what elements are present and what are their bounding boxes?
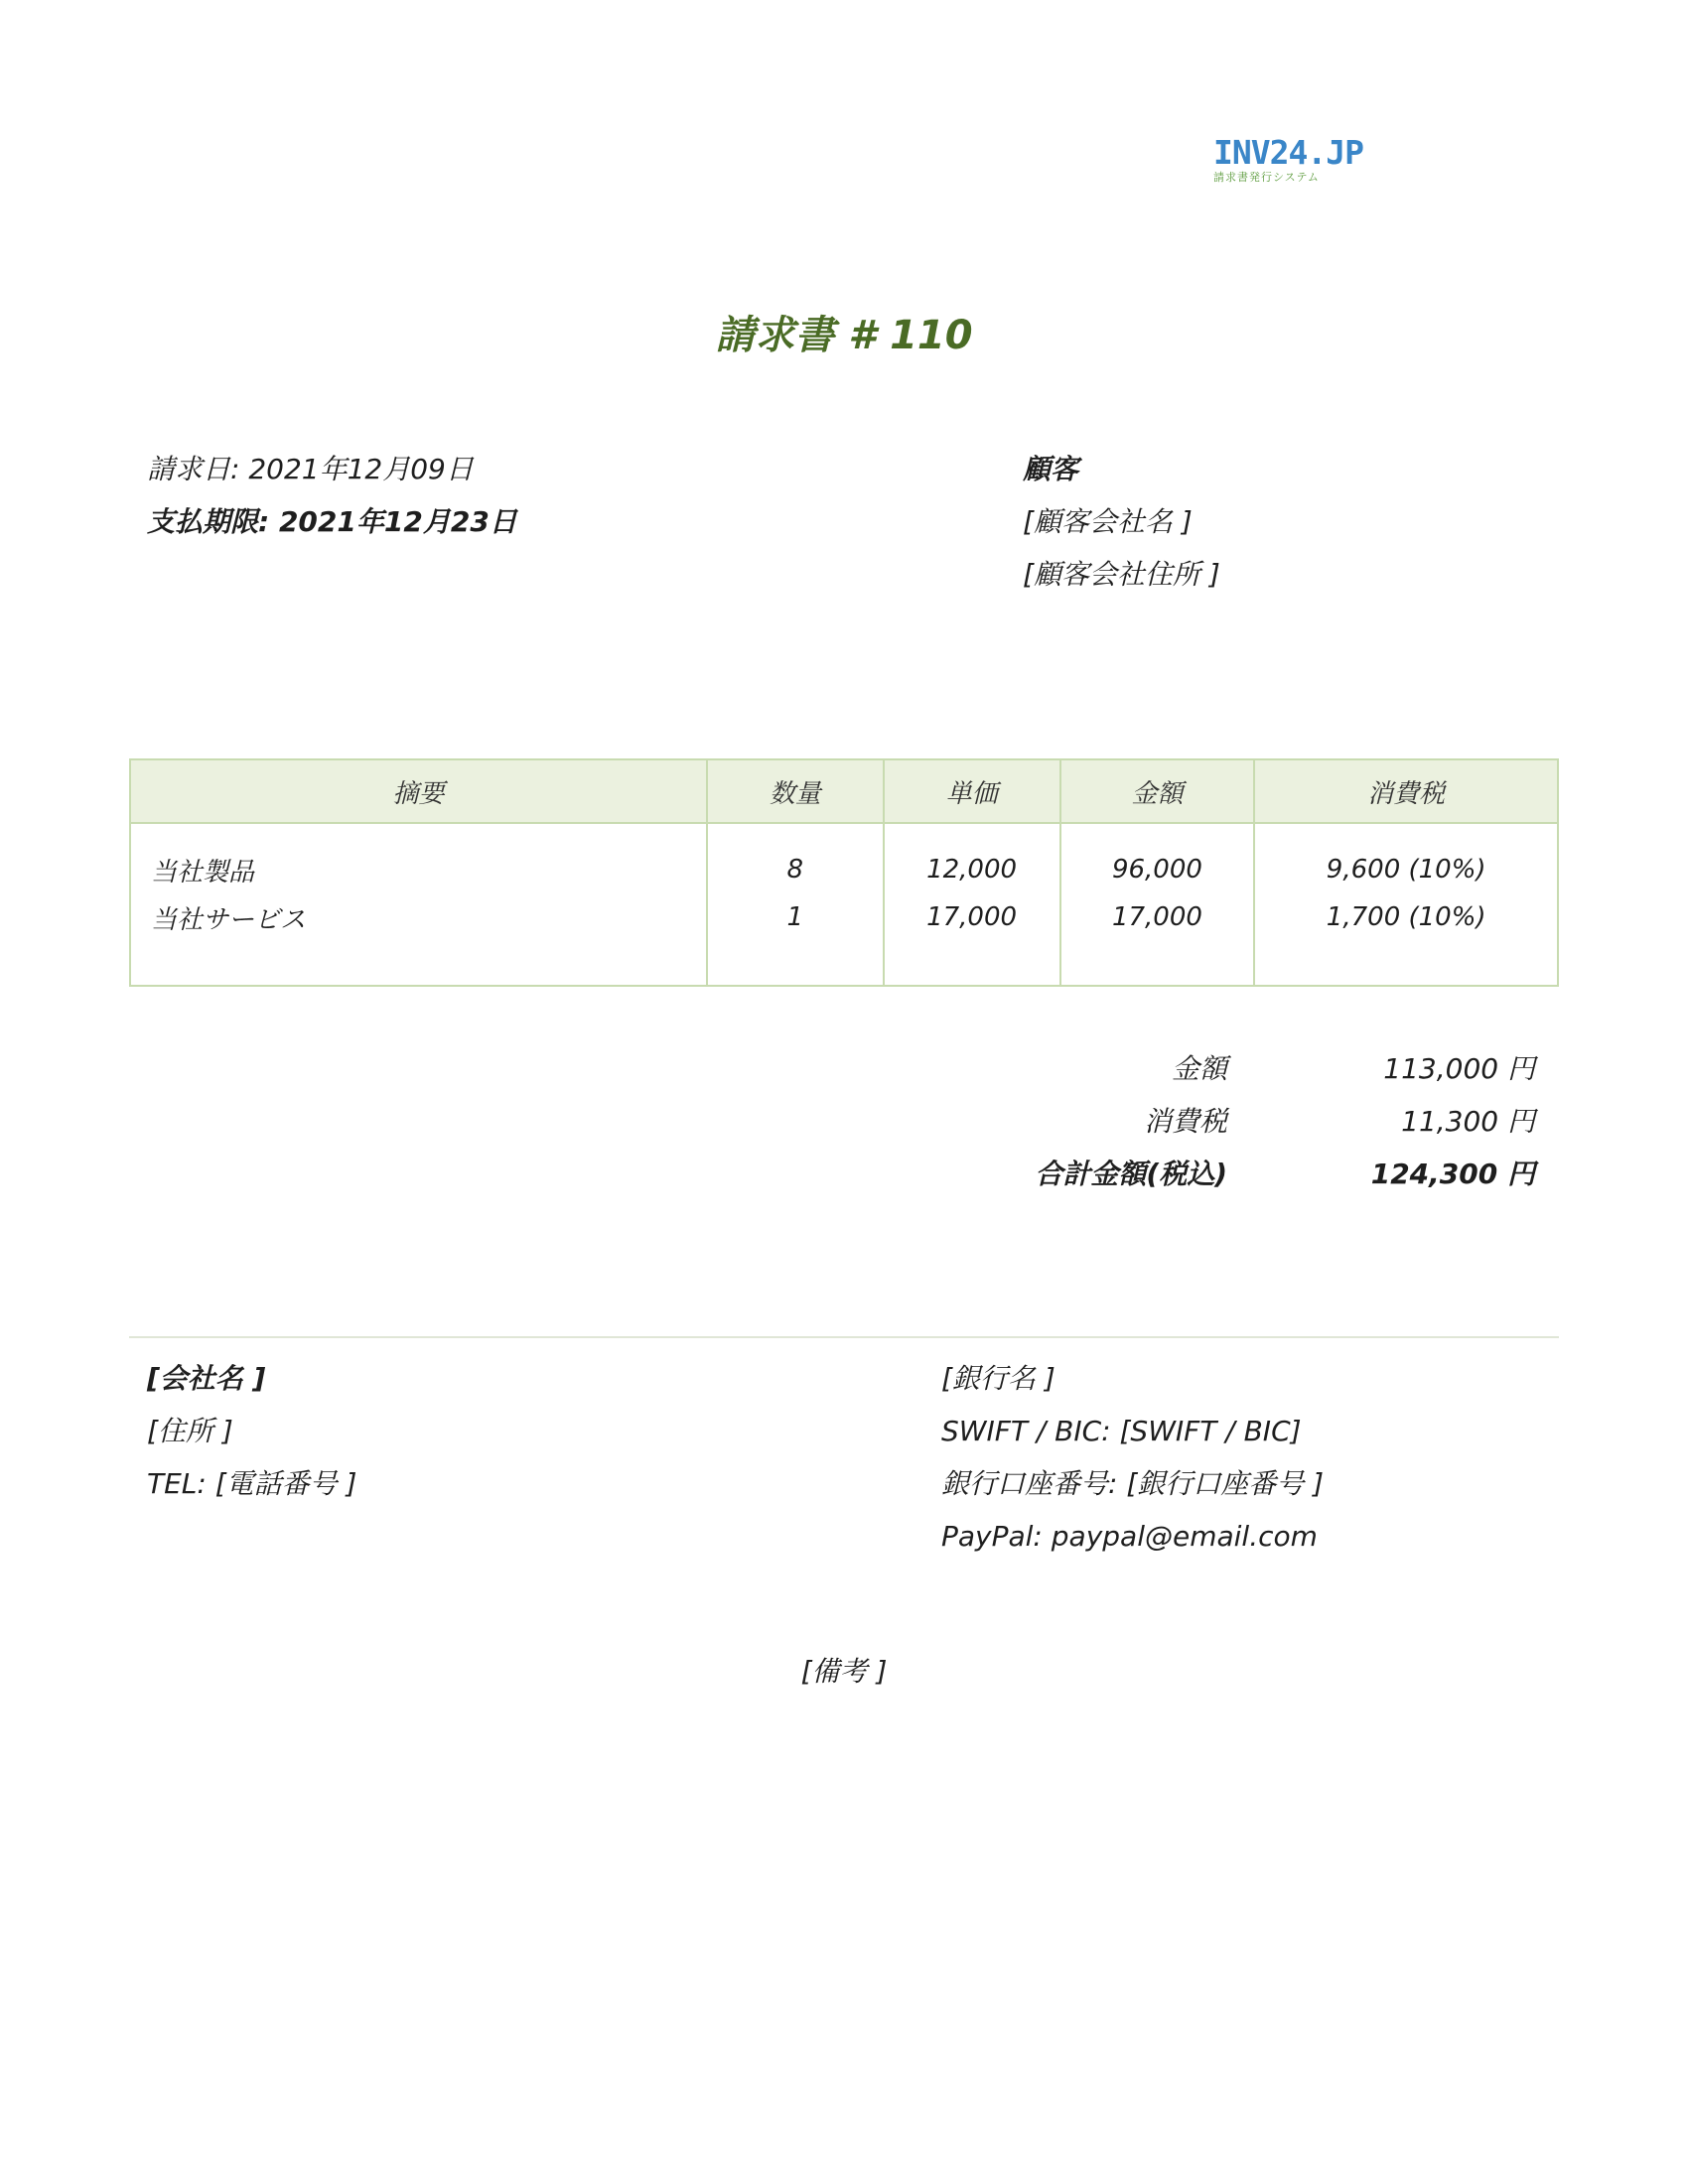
item-amount: 17,000 (1060, 893, 1255, 941)
item-unit-price: 12,000 (884, 823, 1060, 893)
item-tax: 1,700 (10%) (1254, 893, 1558, 941)
item-amount: 96,000 (1060, 823, 1255, 893)
table-spacer-row (130, 941, 1558, 986)
company-name: [会社名 ] (147, 1362, 266, 1395)
invoice-date: 請求日: 2021年12月09日 (147, 453, 474, 485)
customer-heading: 顧客 (1023, 453, 1079, 485)
logo-sub-text: 請求書発行システム (1213, 171, 1320, 184)
header-amount: 金額 (1060, 759, 1255, 823)
customer-address: [顧客会社住所 ] (1023, 558, 1220, 591)
subtotal-label: 金額 (1171, 1052, 1227, 1085)
company-tel: TEL: [電話番号 ] (147, 1467, 357, 1500)
header-tax: 消費税 (1254, 759, 1558, 823)
bank-swift: SWIFT / BIC: [SWIFT / BIC] (941, 1415, 1302, 1447)
bank-paypal: PayPal: paypal@email.com (941, 1520, 1318, 1553)
line-items-table (129, 758, 1559, 987)
item-description: 当社サービス (130, 893, 707, 941)
tax-value: 11,300 円 (1401, 1105, 1535, 1138)
header-quantity: 数量 (707, 759, 884, 823)
header-description: 摘要 (130, 759, 707, 823)
subtotal-value: 113,000 円 (1383, 1052, 1535, 1085)
item-quantity: 8 (707, 823, 884, 893)
bank-name: [銀行名 ] (941, 1362, 1055, 1395)
table-header-row (130, 759, 1558, 823)
bank-account: 銀行口座番号: [銀行口座番号 ] (941, 1467, 1325, 1500)
customer-name: [顧客会社名 ] (1023, 505, 1193, 538)
total-label: 合計金額(税込) (1035, 1158, 1227, 1190)
footer-divider (129, 1336, 1559, 1338)
logo (1213, 133, 1363, 185)
tax-label: 消費税 (1143, 1105, 1227, 1138)
invoice-title: 請求書 # 110 (715, 313, 973, 358)
item-unit-price: 17,000 (884, 893, 1060, 941)
table-row (130, 823, 1558, 893)
item-description: 当社製品 (130, 823, 707, 893)
item-tax: 9,600 (10%) (1254, 823, 1558, 893)
item-quantity: 1 (707, 893, 884, 941)
company-address: [住所 ] (147, 1415, 233, 1447)
due-date: 支払期限: 2021年12月23日 (147, 505, 517, 538)
logo-main-text: INV24.JP (1213, 133, 1363, 172)
header-unit-price: 単価 (884, 759, 1060, 823)
total-value: 124,300 円 (1370, 1158, 1535, 1190)
table-row (130, 893, 1558, 941)
notes: [備考 ] (800, 1655, 888, 1688)
